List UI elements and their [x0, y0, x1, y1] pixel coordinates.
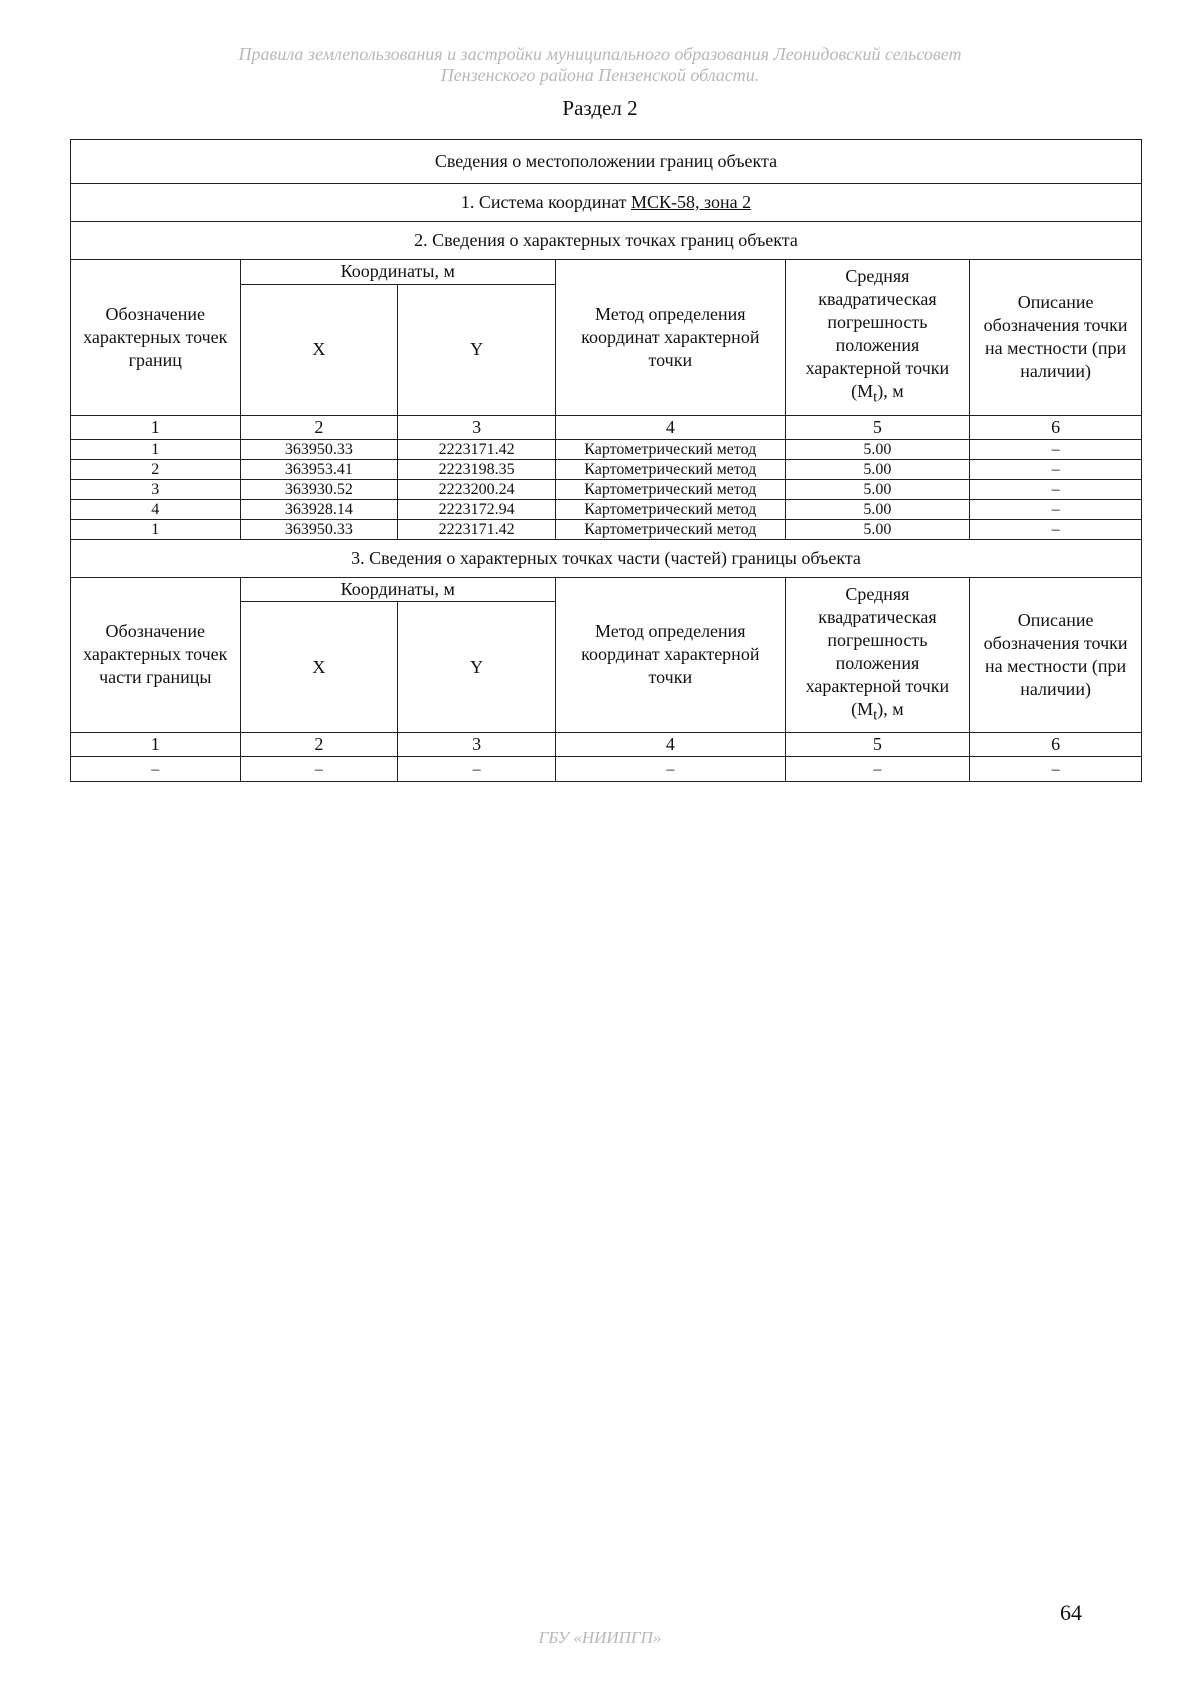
header-y: Y	[398, 284, 556, 415]
coord-system-row	[71, 184, 1142, 222]
table-row	[71, 757, 1142, 782]
coord-system-label: 1. Система координат	[460, 192, 631, 212]
column-number: 2	[240, 733, 398, 757]
cell-y: 2223200.24	[398, 479, 556, 499]
running-header	[0, 44, 1200, 86]
cell-desc: –	[970, 519, 1142, 539]
cell-x: 363930.52	[240, 479, 398, 499]
header-error	[785, 577, 970, 733]
cell-error: 5.00	[785, 499, 970, 519]
cell-error: 5.00	[785, 479, 970, 499]
cell-method: Картометрический метод	[556, 439, 786, 459]
table-row	[71, 459, 1142, 479]
header-designation: Обозначение характерных точек части границы	[71, 577, 241, 733]
header-designation: Обозначение характерных точек границ	[71, 260, 241, 416]
column-number: 5	[785, 733, 970, 757]
cell-error: 5.00	[785, 519, 970, 539]
cell-y: 2223171.42	[398, 439, 556, 459]
header-method: Метод определения координат характерной точки	[556, 260, 786, 416]
column-number: 3	[398, 415, 556, 439]
column-number: 6	[970, 415, 1142, 439]
cell-point: –	[71, 757, 241, 782]
header-error-sub: t	[873, 707, 878, 724]
header-x: X	[240, 602, 398, 733]
column-number: 5	[785, 415, 970, 439]
cell-x: –	[240, 757, 398, 782]
header-description: Описание обозначения точки на местности (при наличии)	[970, 577, 1142, 733]
cell-method: –	[556, 757, 786, 782]
table-row	[71, 499, 1142, 519]
cell-x: 363950.33	[240, 439, 398, 459]
cell-method: Картометрический метод	[556, 499, 786, 519]
cell-x: 363928.14	[240, 499, 398, 519]
cell-method: Картометрический метод	[556, 459, 786, 479]
cell-y: 2223171.42	[398, 519, 556, 539]
column-number: 2	[240, 415, 398, 439]
cell-point: 4	[71, 499, 241, 519]
running-header-line2: Пензенского района Пензенской области.	[440, 65, 760, 85]
header-error-main: Средняя квадратическая погрешность положения характерной точки (M	[805, 266, 950, 401]
column-number: 6	[970, 733, 1142, 757]
cell-error: –	[785, 757, 970, 782]
cell-point: 1	[71, 519, 241, 539]
part3-title: 3. Сведения о характерных точках части (частей) границы объекта	[71, 539, 1142, 577]
cell-error: 5.00	[785, 439, 970, 459]
page-number: 64	[1060, 1600, 1082, 1625]
cell-method: Картометрический метод	[556, 479, 786, 499]
cell-error: 5.00	[785, 459, 970, 479]
running-header-line1: Правила землепользования и застройки муниципального образования Леонидовский сельсовет	[238, 44, 962, 64]
cell-desc: –	[970, 479, 1142, 499]
header-x: X	[240, 284, 398, 415]
header-description: Описание обозначения точки на местности (при наличии)	[970, 260, 1142, 416]
header-coords: Координаты, м	[240, 260, 555, 285]
coord-system-value: МСК-58, зона 2	[631, 192, 752, 212]
header-error-main: Средняя квадратическая погрешность положения характерной точки (M	[805, 583, 950, 719]
header-error-sub: t	[873, 389, 878, 406]
table-row	[71, 479, 1142, 499]
table-row	[71, 519, 1142, 539]
column-number: 1	[71, 415, 241, 439]
boundary-table	[70, 139, 1142, 782]
cell-desc: –	[970, 459, 1142, 479]
column-number: 4	[556, 415, 786, 439]
cell-point: 3	[71, 479, 241, 499]
cell-desc: –	[970, 757, 1142, 782]
header-method: Метод определения координат характерной точки	[556, 577, 786, 733]
cell-desc: –	[970, 439, 1142, 459]
cell-point: 2	[71, 459, 241, 479]
cell-x: 363950.33	[240, 519, 398, 539]
table-row	[71, 439, 1142, 459]
column-number: 3	[398, 733, 556, 757]
header-error-tail: ), м	[877, 698, 904, 719]
header-error-tail: ), м	[877, 381, 904, 401]
cell-desc: –	[970, 499, 1142, 519]
cell-point: 1	[71, 439, 241, 459]
table-caption: Сведения о местоположении границ объекта	[71, 140, 1142, 184]
header-error	[785, 260, 970, 416]
cell-y: –	[398, 757, 556, 782]
cell-x: 363953.41	[240, 459, 398, 479]
header-y: Y	[398, 602, 556, 733]
cell-y: 2223198.35	[398, 459, 556, 479]
column-number: 4	[556, 733, 786, 757]
cell-y: 2223172.94	[398, 499, 556, 519]
column-number: 1	[71, 733, 241, 757]
header-coords: Координаты, м	[240, 577, 555, 602]
part2-title: 2. Сведения о характерных точках границ объекта	[71, 222, 1142, 260]
section-title: Раздел 2	[562, 96, 638, 120]
running-footer: ГБУ «НИИПГП»	[538, 1628, 662, 1647]
cell-method: Картометрический метод	[556, 519, 786, 539]
